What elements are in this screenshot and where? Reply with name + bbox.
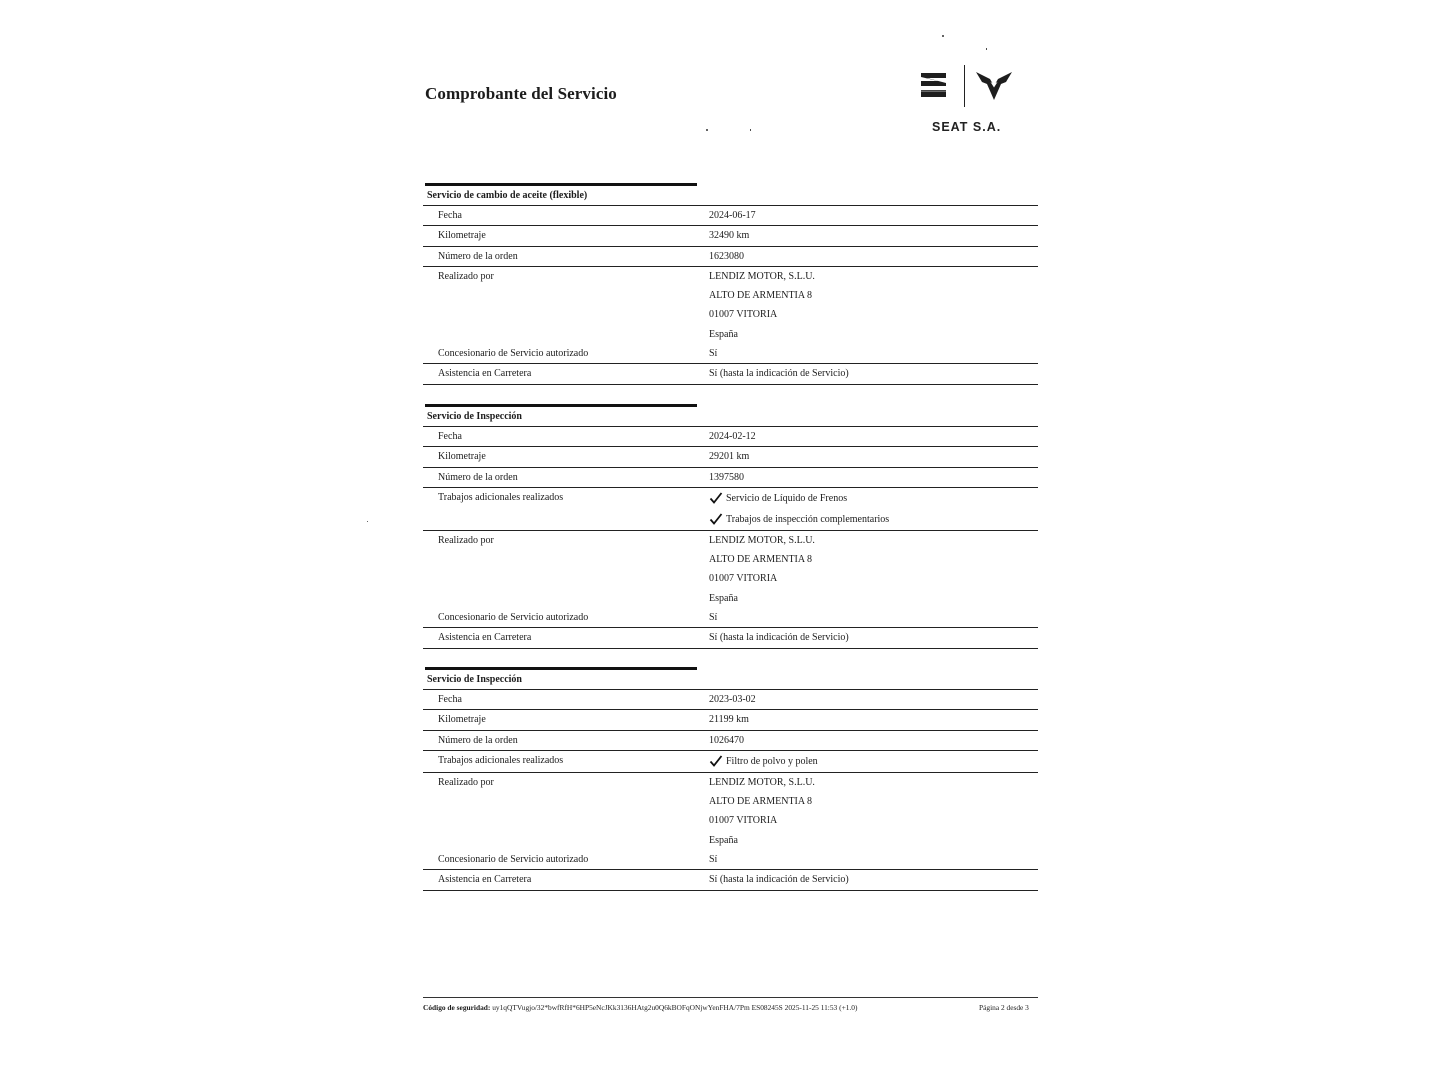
- table-row: [423, 751, 1038, 773]
- row-label: Asistencia en Carretera: [438, 368, 532, 380]
- address-line: España: [709, 834, 738, 846]
- section-title: Servicio de cambio de aceite (flexible): [423, 186, 1038, 206]
- section-title: Servicio de Inspección: [423, 670, 1038, 690]
- row-label: Realizado por: [438, 270, 494, 282]
- page-title: Comprobante del Servicio: [425, 84, 617, 103]
- row-value: Sí (hasta la indicación de Servicio): [709, 874, 849, 886]
- address-line: España: [709, 328, 738, 340]
- row-label: Número de la orden: [438, 471, 518, 483]
- address-block: [709, 267, 1038, 344]
- logo-divider: [964, 65, 965, 107]
- footer-divider: [423, 997, 1038, 998]
- table-row: [423, 531, 1038, 608]
- table-row: [423, 247, 1038, 267]
- address-line: España: [709, 592, 738, 604]
- row-label: Concesionario de Servicio autorizado: [438, 348, 589, 360]
- address-line: LENDIZ MOTOR, S.L.U.: [709, 270, 815, 282]
- service-section: [423, 404, 1038, 649]
- row-label: Número de la orden: [438, 734, 518, 746]
- seat-logo-icon: [918, 71, 948, 99]
- scan-speck: [706, 129, 708, 131]
- row-value: 21199 km: [709, 714, 749, 726]
- address-line: LENDIZ MOTOR, S.L.U.: [709, 534, 815, 546]
- address-line: ALTO DE ARMENTIA 8: [709, 796, 813, 808]
- checkmark-icon: [709, 755, 723, 767]
- table-row: [423, 628, 1038, 648]
- table-row: [423, 344, 1038, 364]
- table-row: [423, 226, 1038, 246]
- row-label: Kilometraje: [438, 714, 486, 726]
- row-value: Sí (hasta la indicación de Servicio): [709, 632, 849, 644]
- table-row: [423, 773, 1038, 850]
- row-value: 32490 km: [709, 230, 750, 242]
- table-row: [423, 468, 1038, 488]
- address-line: 01007 VITORIA: [709, 573, 778, 585]
- address-line: 01007 VITORIA: [709, 309, 778, 321]
- row-value: 1397580: [709, 471, 744, 483]
- checkmark-icon: [709, 492, 723, 504]
- row-value: 2024-02-12: [709, 431, 756, 442]
- security-code: uy1qQTVugjo/32*bwfRfH*6HP5eNcJKk3136HAtg2u0Q6kBOFqONjwYenFHA/7Pm: [492, 1003, 750, 1012]
- table-row: [423, 447, 1038, 467]
- row-value: Sí: [709, 854, 718, 866]
- section-title: Servicio de Inspección: [423, 407, 1038, 427]
- address-line: ALTO DE ARMENTIA 8: [709, 554, 813, 566]
- address-line: ALTO DE ARMENTIA 8: [709, 290, 813, 302]
- row-label: Fecha: [438, 431, 462, 442]
- brand-text: SEAT S.A.: [932, 120, 1002, 134]
- table-row: [423, 206, 1038, 226]
- row-value: 29201 km: [709, 451, 750, 463]
- scan-speck: [942, 35, 944, 37]
- additional-work-list: [709, 488, 1038, 530]
- table-row: [423, 710, 1038, 730]
- row-value: 1623080: [709, 250, 744, 262]
- address-line: LENDIZ MOTOR, S.L.U.: [709, 776, 815, 788]
- row-value: Sí: [709, 612, 718, 624]
- work-item: [709, 509, 1038, 530]
- row-value: Sí: [709, 348, 718, 360]
- work-item: [709, 488, 1038, 509]
- work-item: [709, 751, 1038, 772]
- security-code-label: Código de seguridad:: [423, 1003, 491, 1012]
- work-item-label: Trabajos de inspección complementarios: [726, 513, 890, 525]
- scan-speck: [986, 48, 987, 50]
- service-section: [423, 667, 1038, 891]
- table-row: [423, 364, 1038, 384]
- row-value: 2023-03-02: [709, 694, 756, 705]
- address-line: 01007 VITORIA: [709, 815, 778, 827]
- footer-meta: ES08245S 2025-11-25 11:53 (+1.0): [751, 1003, 858, 1012]
- table-row: [423, 690, 1038, 710]
- scan-speck: [750, 129, 751, 131]
- table-row: [423, 488, 1038, 531]
- additional-work-list: [709, 751, 1038, 772]
- cupra-logo-icon: [975, 70, 1013, 102]
- row-label: Concesionario de Servicio autorizado: [438, 854, 589, 866]
- footer-security: [423, 1003, 857, 1012]
- checkmark-icon: [709, 513, 723, 525]
- table-row: [423, 870, 1038, 890]
- table-row: [423, 850, 1038, 870]
- table-row: [423, 731, 1038, 751]
- row-label: Asistencia en Carretera: [438, 632, 532, 644]
- row-label: Fecha: [438, 210, 462, 221]
- table-row: [423, 427, 1038, 447]
- row-label: Realizado por: [438, 534, 494, 546]
- row-label: Número de la orden: [438, 250, 518, 262]
- row-label: Realizado por: [438, 776, 494, 788]
- scan-speck: [367, 521, 368, 522]
- page-number: Página 2 desde 3: [979, 1003, 1029, 1012]
- row-label: Trabajos adicionales realizados: [438, 754, 564, 766]
- work-item-label: Servicio de Líquido de Frenos: [726, 492, 848, 504]
- row-value: 2024-06-17: [709, 210, 756, 221]
- work-item-label: Filtro de polvo y polen: [726, 755, 818, 767]
- row-label: Kilometraje: [438, 230, 486, 242]
- row-value: 1026470: [709, 734, 744, 746]
- table-row: [423, 608, 1038, 628]
- service-section: [423, 183, 1038, 385]
- table-row: [423, 267, 1038, 344]
- row-label: Fecha: [438, 694, 462, 705]
- brand-logo: [912, 62, 1022, 138]
- row-label: Concesionario de Servicio autorizado: [438, 612, 589, 624]
- address-block: [709, 531, 1038, 608]
- row-label: Trabajos adicionales realizados: [438, 491, 564, 503]
- address-block: [709, 773, 1038, 850]
- row-label: Asistencia en Carretera: [438, 874, 532, 886]
- row-label: Kilometraje: [438, 451, 486, 463]
- row-value: Sí (hasta la indicación de Servicio): [709, 368, 849, 380]
